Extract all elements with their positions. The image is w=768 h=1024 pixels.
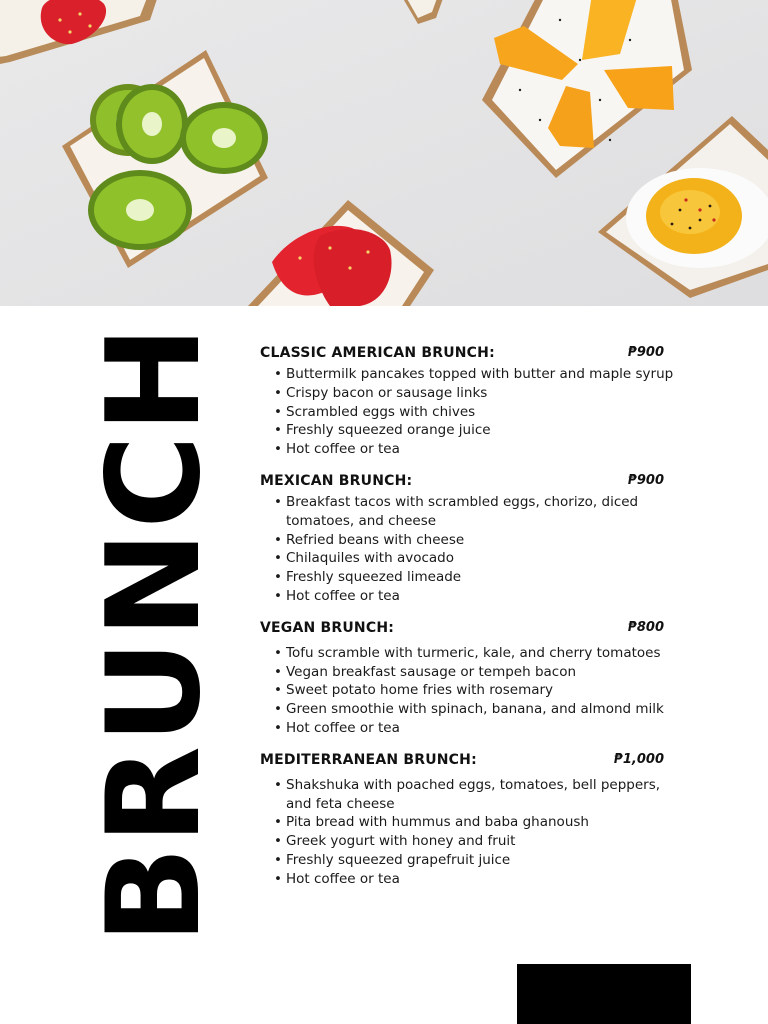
decorative-black-block <box>517 964 691 1024</box>
list-item: • Tofu scramble with turmeric, kale, and cherry tomatoes <box>260 644 690 663</box>
list-item: • Refried beans with cheese <box>260 531 690 550</box>
list-item: • Greek yogurt with honey and fruit <box>260 832 690 851</box>
list-item: • Crispy bacon or sausage links <box>260 384 690 403</box>
list-item: • Buttermilk pancakes topped with butter and maple syrup <box>260 365 690 384</box>
list-item: • Vegan breakfast sausage or tempeh bacon <box>260 663 690 682</box>
list-item: • Freshly squeezed grapefruit juice <box>260 851 690 870</box>
list-item: • Sweet potato home fries with rosemary <box>260 681 690 700</box>
section-price: ₱800 <box>627 619 664 635</box>
item-list <box>260 365 690 459</box>
list-item: • Hot coffee or tea <box>260 870 690 889</box>
section-name: VEGAN BRUNCH: <box>260 619 395 636</box>
item-list <box>260 644 690 738</box>
list-item: • Green smoothie with spinach, banana, and almond milk <box>260 700 690 719</box>
list-item: • Freshly squeezed limeade <box>260 568 690 587</box>
menu-section-classic-american <box>260 345 690 459</box>
list-item: • Hot coffee or tea <box>260 719 690 738</box>
list-item: • Chilaquiles with avocado <box>260 549 690 568</box>
menu-section-vegan <box>260 620 690 738</box>
list-item: • Hot coffee or tea <box>260 587 690 606</box>
item-list <box>260 493 690 606</box>
menu-section-mediterranean <box>260 752 690 889</box>
page-title: BRUNCH <box>80 323 229 944</box>
section-name: CLASSIC AMERICAN BRUNCH: <box>260 345 495 361</box>
list-item: • Freshly squeezed orange juice <box>260 421 690 440</box>
list-item: • Hot coffee or tea <box>260 440 690 459</box>
menu-list <box>260 345 690 903</box>
menu-section-mexican <box>260 473 690 606</box>
hero-photo <box>0 0 768 306</box>
toast-photo-illustration <box>0 0 768 306</box>
list-item: • Breakfast tacos with scrambled eggs, chorizo, diced tomatoes, and cheese <box>260 493 690 531</box>
item-list <box>260 776 690 889</box>
section-price: ₱900 <box>627 472 664 488</box>
section-header <box>260 752 664 772</box>
section-header <box>260 473 664 493</box>
section-name: MEDITERRANEAN BRUNCH: <box>260 751 477 768</box>
section-header <box>260 620 664 640</box>
section-price: ₱1,000 <box>613 751 664 767</box>
list-item: • Scrambled eggs with chives <box>260 403 690 422</box>
section-price: ₱900 <box>627 345 664 360</box>
list-item: • Pita bread with hummus and baba ghanoush <box>260 813 690 832</box>
section-name: MEXICAN BRUNCH: <box>260 472 413 489</box>
section-header <box>260 345 664 365</box>
list-item: • Shakshuka with poached eggs, tomatoes, bell peppers, and feta cheese <box>260 776 690 814</box>
title-wrapper <box>80 323 229 944</box>
